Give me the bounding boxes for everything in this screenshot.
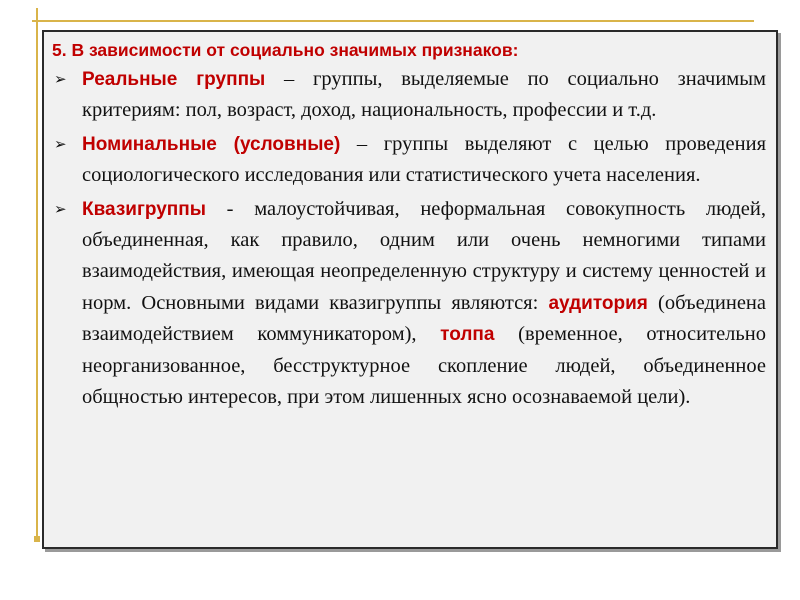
decorative-left-line xyxy=(36,8,38,540)
highlight-audience: аудитория xyxy=(548,292,648,314)
section-heading: 5. В зависимости от социально значимых признаков: xyxy=(52,40,519,60)
check-arrow-bullet-icon: ➢ xyxy=(54,70,67,88)
definition-nominal-groups: – группы выделяют с целью проведения социологического исследования или статистического учета населения. xyxy=(82,132,766,187)
term-real-groups: Реальные группы xyxy=(82,69,266,90)
list-item-quasi-groups xyxy=(52,194,766,414)
definition-quasi-groups-part1: - малоустойчивая, неформальная совокупность людей, объединенная, как правило, одним или очень немногими типами взаимодействия, имеющая неопределенную структуру и систему ценностей и норм. Основными видами квазигруппы являются: xyxy=(82,197,766,314)
decorative-top-line xyxy=(32,20,754,22)
list-item-nominal-groups xyxy=(52,129,766,192)
decorative-corner-dot xyxy=(34,536,40,542)
check-arrow-bullet-icon: ➢ xyxy=(54,199,67,218)
definition-quasi-groups-part2: (объединена взаимодействием коммуникатором), xyxy=(82,291,766,346)
slide-content-box xyxy=(42,30,778,549)
check-arrow-bullet-icon: ➢ xyxy=(54,134,67,153)
definition-real-groups: – группы, выделяемые по социально значимым критериям: пол, возраст, доход, национальность, профессии и т.д. xyxy=(82,68,767,122)
term-quasi-groups: Квазигруппы xyxy=(82,198,206,220)
highlight-crowd: толпа xyxy=(440,324,495,346)
list-item-real-groups xyxy=(52,64,766,127)
term-nominal-groups: Номинальные (условные) xyxy=(82,133,341,155)
definition-quasi-groups-part3: (временное, относительно неорганизованное, бесструктурное скопление людей, объединенное общностью интересов, при этом лишенных ясно осознаваемой цели). xyxy=(82,323,766,409)
